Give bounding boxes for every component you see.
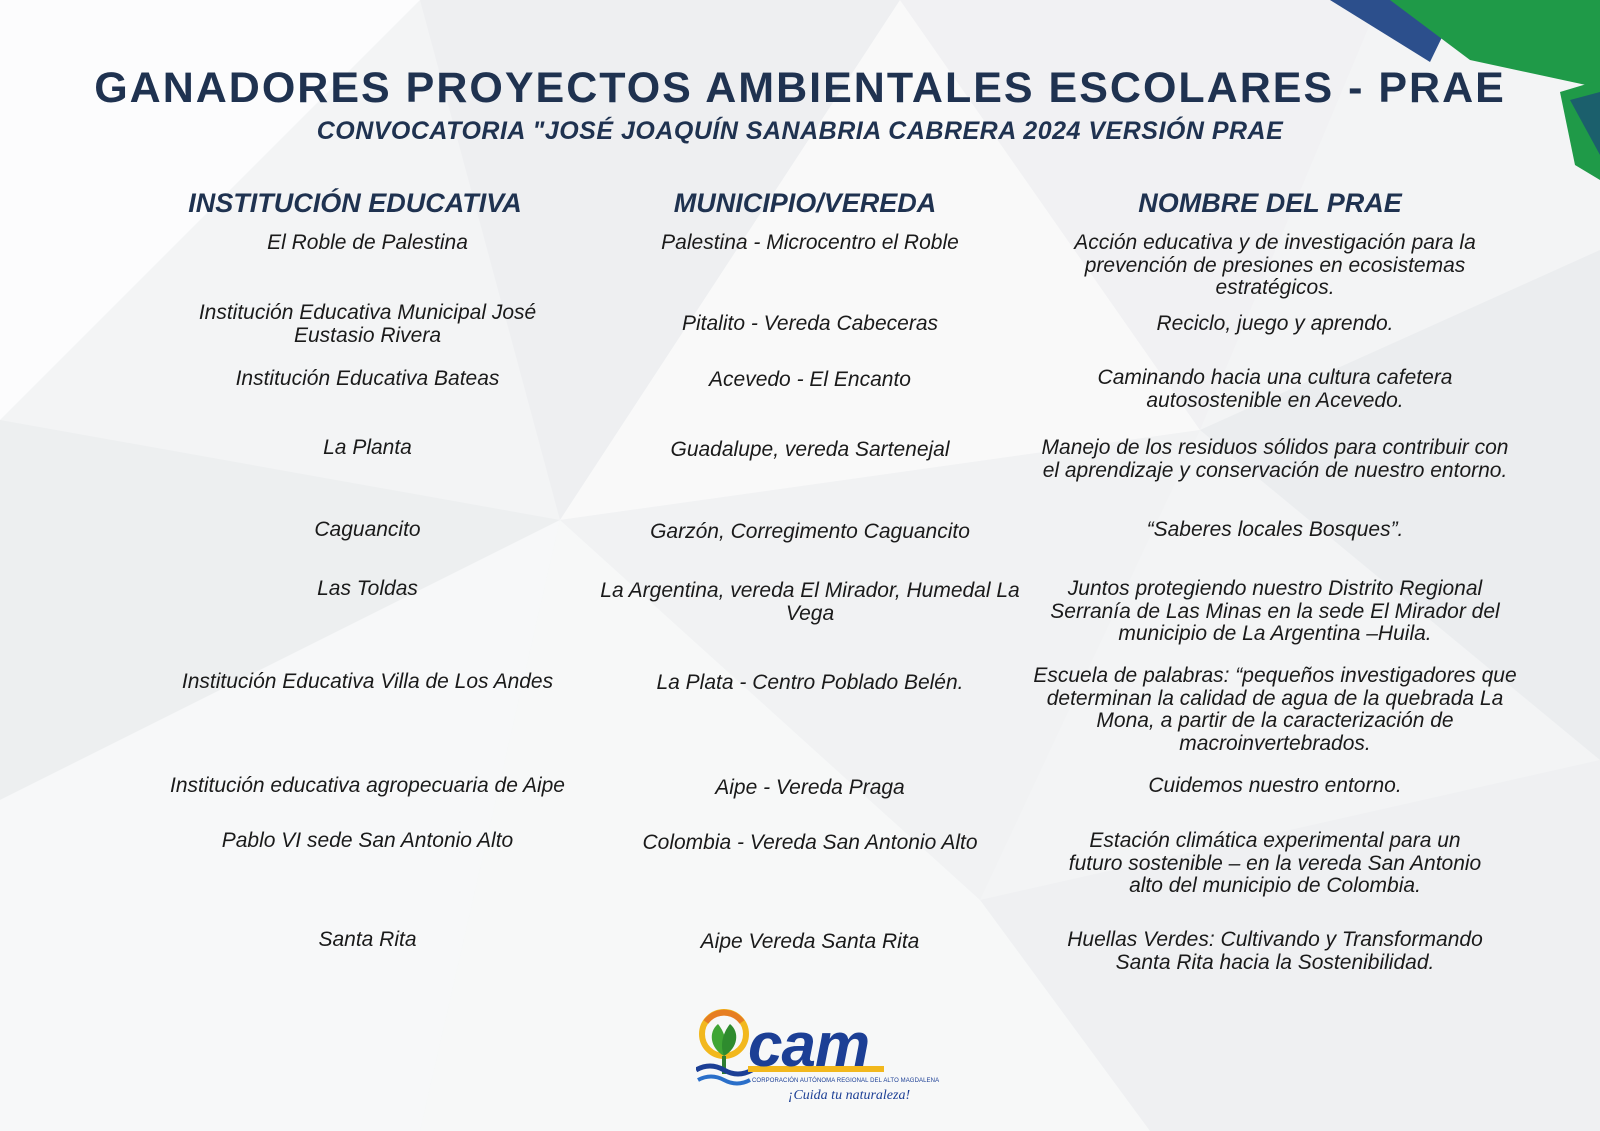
cell-institucion: Institución Educativa Bateas bbox=[235, 367, 500, 390]
cell-nombre: Reciclo, juego y aprendo. bbox=[1156, 312, 1394, 335]
cell-nombre: Escuela de palabras: “pequeños investigadores que determinan la calidad de agua de la quebrada La Mona, a partir de la caracterización de macroinvertebrados. bbox=[1033, 664, 1517, 755]
cell-municipio: Garzón, Corregimento Caguancito bbox=[650, 520, 970, 543]
cell-municipio: La Argentina, vereda El Mirador, Humedal La Vega bbox=[600, 579, 1020, 625]
cell-institucion: Institución educativa agropecuaria de Aipe bbox=[170, 774, 565, 797]
cell-municipio: Palestina - Microcentro el Roble bbox=[661, 231, 959, 254]
cell-municipio: Pitalito - Vereda Cabeceras bbox=[681, 312, 939, 335]
cell-nombre: Estación climática experimental para un futuro sostenible – en la vereda San Antonio alto del municipio de Colombia. bbox=[1068, 829, 1482, 897]
cell-institucion: Caguancito bbox=[314, 518, 421, 541]
cell-institucion: Pablo VI sede San Antonio Alto bbox=[221, 829, 514, 852]
logo-corporation: CORPORACIÓN AUTÓNOMA REGIONAL DEL ALTO MAGDALENA bbox=[752, 1078, 940, 1084]
page-title: GANADORES PROYECTOS AMBIENTALES ESCOLARES - PRAE bbox=[94, 64, 1506, 112]
cell-nombre: Juntos protegiendo nuestro Distrito Regional Serranía de Las Minas en la sede El Mirador del municipio de La Argentina –Huila. bbox=[1050, 577, 1500, 645]
cell-institucion: Santa Rita bbox=[318, 928, 417, 951]
cell-nombre: Huellas Verdes: Cultivando y Transformando Santa Rita hacia la Sostenibilidad. bbox=[1067, 928, 1483, 974]
cell-institucion: Institución Educativa Municipal José Eustasio Rivera bbox=[198, 301, 537, 347]
cell-institucion: Las Toldas bbox=[317, 577, 418, 600]
cell-nombre: Cuidemos nuestro entorno. bbox=[1148, 774, 1402, 797]
cell-institucion: La Planta bbox=[323, 436, 412, 459]
cell-municipio: Acevedo - El Encanto bbox=[709, 368, 911, 391]
cell-institucion: Institución Educativa Villa de Los Andes bbox=[181, 670, 554, 693]
cell-nombre: Manejo de los residuos sólidos para contribuir con el aprendizaje y conservación de nuestro entorno. bbox=[1041, 436, 1509, 482]
cell-municipio: Aipe - Vereda Praga bbox=[715, 776, 905, 799]
cell-municipio: Guadalupe, vereda Sartenejal bbox=[670, 438, 950, 461]
cell-municipio: Aipe Vereda Santa Rita bbox=[700, 930, 920, 953]
logo-slogan: ¡Cuida tu naturaleza! bbox=[788, 1088, 911, 1103]
cell-institucion: El Roble de Palestina bbox=[267, 231, 468, 254]
page-subtitle: CONVOCATORIA "JOSÉ JOAQUÍN SANABRIA CABRERA 2024 VERSIÓN PRAE bbox=[316, 117, 1284, 145]
header-nombre: NOMBRE DEL PRAE bbox=[1138, 188, 1402, 218]
cell-nombre: “Saberes locales Bosques”. bbox=[1146, 518, 1404, 541]
cell-municipio: La Plata - Centro Poblado Belén. bbox=[656, 671, 964, 694]
header-institucion: INSTITUCIÓN EDUCATIVA bbox=[188, 188, 522, 218]
logo-wordmark: cam bbox=[748, 1011, 870, 1080]
cell-nombre: Caminando hacia una cultura cafetera autosostenible en Acevedo. bbox=[1097, 366, 1453, 412]
cell-municipio: Colombia - Vereda San Antonio Alto bbox=[642, 831, 978, 854]
cell-nombre: Acción educativa y de investigación para la prevención de presiones en ecosistemas estratégicos. bbox=[1074, 231, 1476, 299]
header-municipio: MUNICIPIO/VEREDA bbox=[673, 188, 937, 218]
